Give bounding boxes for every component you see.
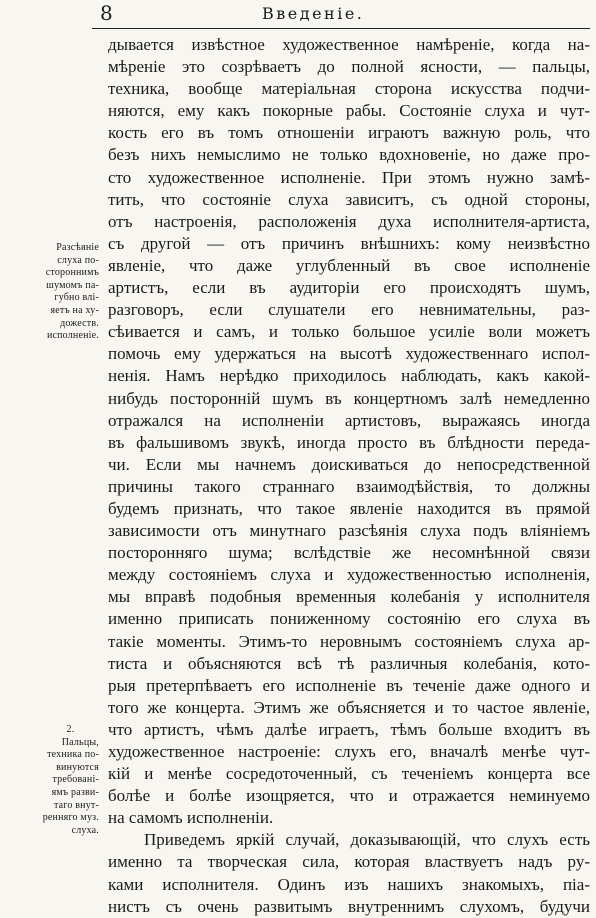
margin-note-line: винуются bbox=[56, 761, 99, 773]
page-header bbox=[0, 0, 596, 30]
margin-note-line: требовані- bbox=[52, 774, 99, 786]
text-line: разговоръ, если слушатели его невнимательны, раз- bbox=[108, 300, 590, 320]
text-line: явленіе, что даже углубленный въ свое исполненіе bbox=[108, 255, 590, 275]
text-line: техника, вообще матеріальная сторона искусства подчи- bbox=[108, 79, 590, 99]
margin-note-line: таго внут- bbox=[53, 799, 99, 811]
text-line: мы вправѣ подобныя временныя колебанія у исполнителя bbox=[108, 587, 590, 607]
text-line: будемъ признать, что такое явленіе находится въ прямой bbox=[108, 498, 590, 518]
text-line: на самомъ исполненіи. bbox=[108, 808, 274, 828]
margin-note-line: яетъ на ху- bbox=[50, 304, 99, 316]
margin-note-line: исполненіе. bbox=[46, 330, 99, 342]
margin-note-line: шумомъ па- bbox=[46, 279, 99, 291]
margin-note-line: ямъ разви- bbox=[51, 786, 99, 798]
text-line: ненія. Намъ нерѣдко приходилось наблюдать, какъ какой- bbox=[108, 366, 590, 386]
margin-note-line: дожеств. bbox=[60, 317, 99, 329]
text-line: именно та творческая сила, которая властвуетъ надъ ру- bbox=[108, 852, 590, 872]
text-line: въ фальшивомъ звукѣ, иногда просто въ блѣдности переда- bbox=[108, 432, 590, 452]
text-line: Приведемъ яркій случай, доказывающій, что слухъ есть bbox=[144, 830, 590, 850]
margin-note-line: техника по- bbox=[47, 749, 99, 761]
text-line: мѣреніе это созрѣваетъ до полной ясности, — пальцы, bbox=[108, 57, 590, 77]
text-line: отъ настроенія, расположенія духа исполнителя-артиста, bbox=[108, 211, 590, 231]
text-line: кость его въ томъ отношеніи играютъ важную роль, что bbox=[108, 123, 590, 143]
margin-note-hearing-distraction bbox=[2, 242, 99, 343]
text-line: нистъ съ очень развитымъ внутреннимъ слухомъ, будучи bbox=[108, 896, 590, 916]
text-line: тиста и объясняются всѣ тѣ различныя колебанія, кото- bbox=[108, 653, 590, 673]
margin-note-line: стороннимъ bbox=[45, 267, 99, 279]
body-text bbox=[108, 34, 590, 918]
text-line: именно приписать пониженному состоянію его слуха въ bbox=[108, 609, 590, 629]
text-line: помочь ему удержаться на высотѣ художественнаго испол- bbox=[108, 344, 590, 364]
margin-note-line: Пальцы, bbox=[61, 736, 99, 748]
text-line: съ другой — отъ причинъ внѣшнихъ: кому неизвѣстно bbox=[108, 233, 590, 253]
text-line: безъ нихъ немыслимо не только вдохновеніе, но даже про- bbox=[108, 145, 590, 165]
text-line: нибудь посторонній шумъ въ концертномъ залѣ немедленно bbox=[108, 388, 590, 408]
text-line: такіе моменты. Этимъ-то неровнымъ состояніемъ слуха ар- bbox=[108, 631, 590, 651]
text-line: сто художественное исполненіе. При этомъ нужно замѣ- bbox=[108, 167, 590, 187]
text-line: зависимости отъ минутнаго разсѣянія слуха подъ вліяніемъ bbox=[108, 521, 590, 541]
margin-note-line: ренняго муз. bbox=[42, 812, 99, 824]
margin-note-number: 2. bbox=[66, 724, 75, 735]
running-head: Введеніе. bbox=[262, 4, 365, 23]
margin-note-line: слуха по- bbox=[57, 254, 99, 266]
text-line: няются, ему какъ покорные рабы. Состояніе слуха и чут- bbox=[108, 101, 590, 121]
text-line: кій и менѣе сосредоточенный, съ теченіемъ концерта все bbox=[108, 764, 590, 784]
text-line: между состояніемъ слуха и художественностью исполненія, bbox=[108, 565, 590, 585]
text-line: ками исполнителя. Одинъ изъ нашихъ знакомыхъ, піа- bbox=[108, 874, 590, 894]
text-line: причины такого страннаго взаимодѣйствія, то должны bbox=[108, 476, 590, 496]
text-line: сѣивается и самъ, и только большое усиліе воли можетъ bbox=[108, 322, 590, 342]
text-line: тить, что состояніе слуха зависитъ, съ одной стороны, bbox=[108, 189, 590, 209]
text-line: что артистъ, чѣмъ далѣе играетъ, тѣмъ больше входитъ въ bbox=[108, 719, 590, 739]
text-line: чи. Если мы начнемъ доискиваться до непосредственной bbox=[108, 454, 590, 474]
text-line: болѣе и болѣе изощряется, что и отражается неминуемо bbox=[108, 786, 590, 806]
text-line: дывается извѣстное художественное намѣреніе, когда на- bbox=[108, 35, 590, 54]
page-number: 8 bbox=[100, 1, 113, 25]
header-rule bbox=[92, 28, 590, 29]
margin-note-line: Разсѣяніе bbox=[56, 242, 99, 253]
margin-note-line: губно влі- bbox=[54, 292, 99, 304]
margin-note-fingers-technique bbox=[2, 724, 99, 837]
text-line: того же концерта. Этимъ же объясняется и то частое явленіе, bbox=[108, 697, 590, 717]
text-line: художественное настроеніе: слухъ его, вначалѣ менѣе чут- bbox=[108, 742, 590, 761]
text-line: артистъ, если въ аудиторіи его происходятъ шумъ, bbox=[108, 278, 590, 298]
margin-note-line: слуха. bbox=[71, 824, 99, 836]
text-line: посторонняго шума; вслѣдствіе же несомнѣнной связи bbox=[108, 543, 590, 563]
text-line: рыя претерпѣваетъ его исполненіе въ теченіе даже одного и bbox=[108, 675, 590, 695]
text-line: отражался на исполненіи артистовъ, выражаясь иногда bbox=[108, 410, 590, 430]
